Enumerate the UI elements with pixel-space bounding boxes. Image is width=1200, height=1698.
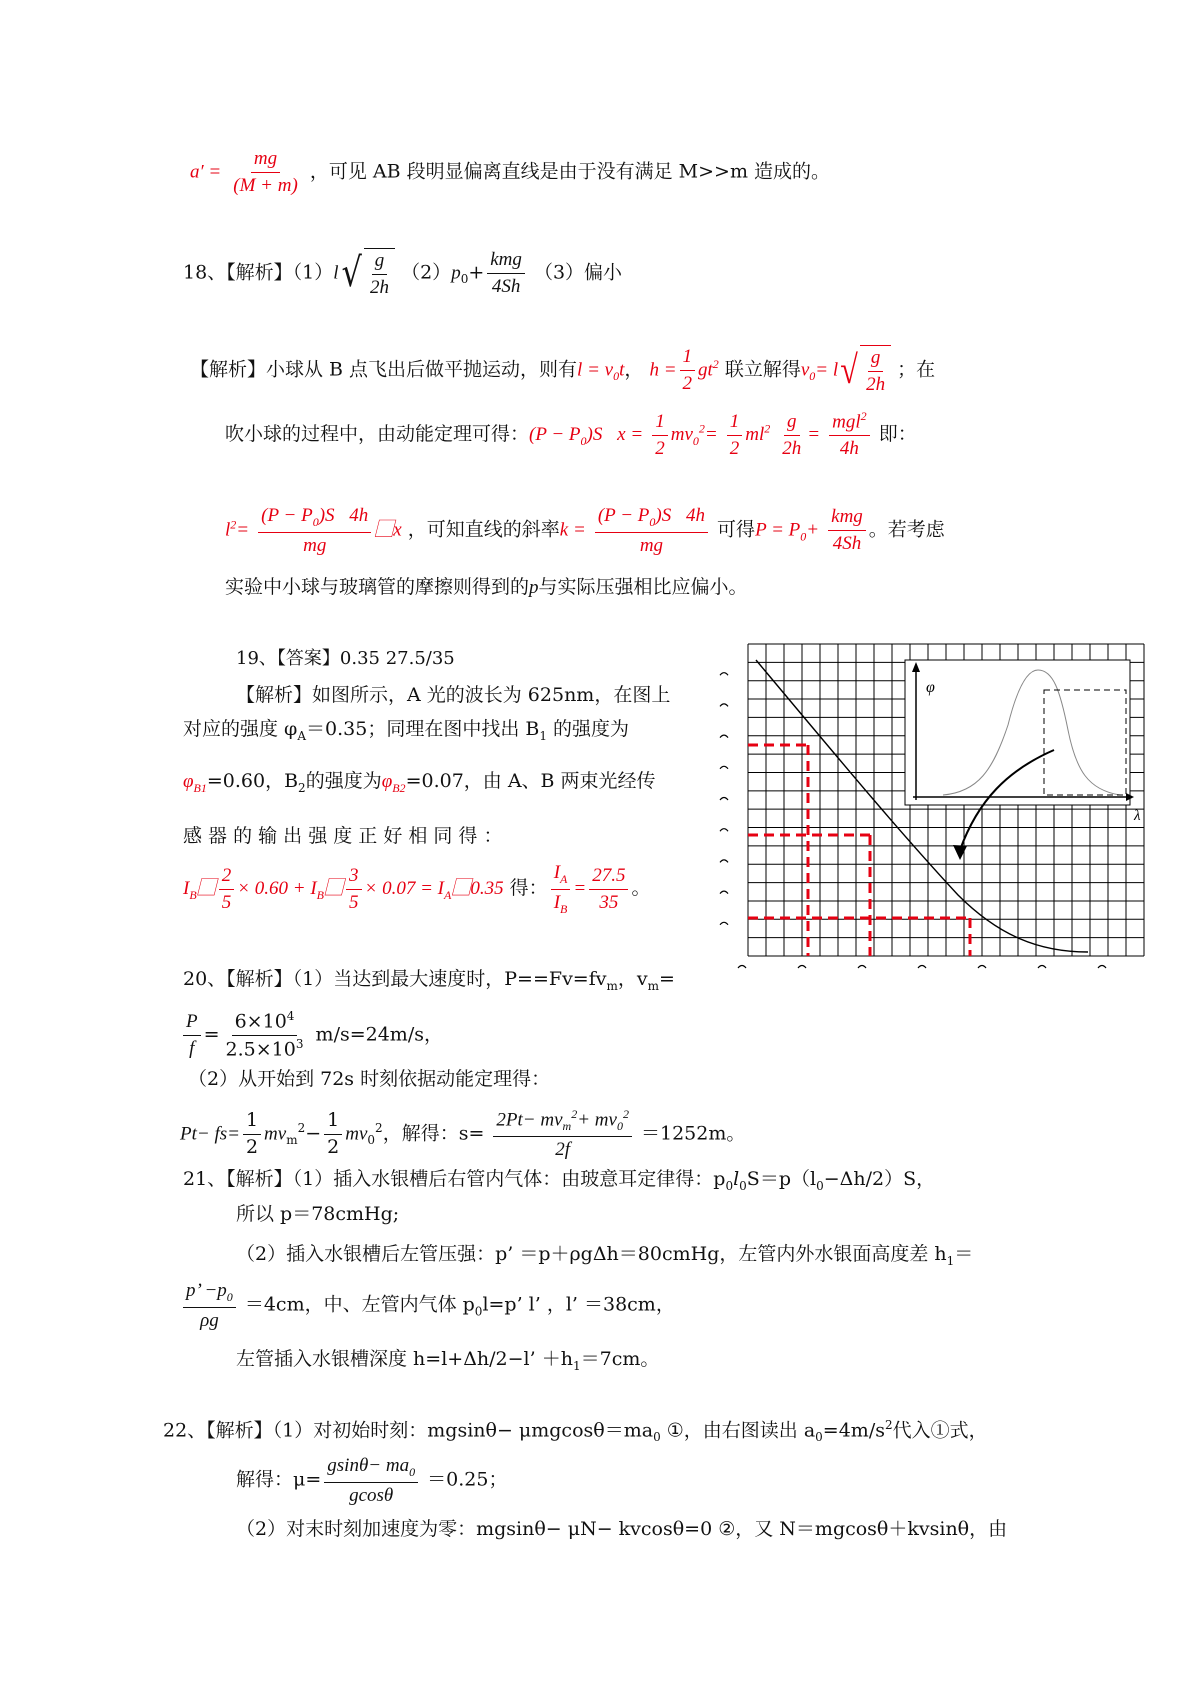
intensity-chart (708, 640, 1148, 970)
inset-plot (905, 660, 1141, 824)
fraction: $\frac{mg}{(M + m)}$ (233, 148, 298, 196)
sqrt: √ $\frac{g}{2h}$ (339, 248, 396, 299)
line1 (190, 148, 830, 197)
q19-l6: $I_B⃞$ $\frac{2}{5}$ × $0.60 + I_B⃞$ $\frac{3}{5}$ × $0.07 = I_A⃞0.35$ 得： $\frac{I_A}{I_B}$ = $\frac{27.5}{35}$ 。 (183, 862, 651, 916)
y-tick (720, 704, 728, 707)
q21-l3: （2）插入水银槽后左管压强：p’ ＝p＋ρgΔh＝80cmHg，左管内外水银面高度差 $h_1=$ (236, 1243, 974, 1268)
y-tick (720, 735, 728, 738)
line1-text: ，可见 AB 段明显偏离直线是由于没有满足 M>>m 造成的。 (309, 160, 831, 183)
formula-lhs: a′ = (190, 161, 222, 183)
q18-answer: 18、【解析】（1）l √ $\frac{g}{2h}$ $(2)p_0+$ $\frac{\text{kmg}}{4Sh}$ （3）偏小 (183, 249, 623, 298)
inset-x-label: λ (1134, 808, 1141, 824)
inset-y-label: φ (926, 679, 935, 696)
q19-l5: 感 器 的 输 出 强 度 正 好 相 同 得 ： (183, 825, 503, 847)
q20-l3: （2）从开始到 72s 时刻依据动能定理得： (188, 1068, 551, 1090)
x-tick (1038, 966, 1046, 969)
x-tick (738, 966, 746, 969)
y-tick (720, 798, 728, 801)
x-tick (858, 966, 866, 969)
q20-l2: $\frac{P}{f}$ = $\frac{6\times 10^4}{2.5\times 10^3}$ m/s=24m/s， (180, 1010, 443, 1061)
q18-p1: 【解析】小球从 B 点飞出后做平抛运动，则有$l = v_0t$， h = $\frac{1}{2}$ $gt^2$ 联立解得$v_0= l$ √ $\frac{g}{2h}$ ；在 (190, 346, 936, 395)
q19-l2: 【解析】如图所示，A 光的波长为 625nm，在图上 (236, 684, 671, 706)
y-tick (720, 922, 728, 925)
x-tick (918, 966, 926, 969)
y-tick (720, 860, 728, 863)
q19-l3: 对应的强度 $\varphi_A=0.35$；同理在图中找出 $B_1$ 的强度为 (183, 718, 630, 743)
q20-l4: Pt− fs= $\frac{1}{2}$ $mv_m^2-$ $\frac{1}{2}$ $mv_0^2$，解得：s= $\frac{2Pt- mv_m^2+ mv_0^2}{2f}$ ＝1252m。 (180, 1107, 746, 1160)
y-tick (720, 673, 728, 676)
q18-p3: $l^2=$ $\frac{(P - P_0)S⃞4h}{mg}$ ⃞x ，可知直线的斜率k = $\frac{(P - P_0)S⃞4h}{mg}$ 可得$P = P_0+$ $\frac{\text{kmg}}{4Sh}$ 。若考虑 (225, 505, 945, 556)
arrow-head (953, 845, 967, 860)
q22-l1: 22、【解析】（1）对初始时刻：$mgsin\theta- \mu mgcos\theta=ma_0$ ①，由右图读出 $a_0=4m/s^2$代入①式， (163, 1418, 988, 1445)
q21-l2: 所以 p＝78cmHg; (236, 1203, 400, 1225)
x-tick (978, 966, 986, 969)
q21-l5: 左管插入水银槽深度 h=l+Δh/2−l’ $+h_1=7cm$。 (236, 1348, 660, 1373)
y-tick (720, 829, 728, 832)
y-tick (720, 891, 728, 894)
y-tick (720, 766, 728, 769)
q18-p2: 吹小球的过程中，由动能定理可得：$(P - P_0)S⃞x$ = $\frac{1}{2}$ $mv_0^2=$ $\frac{1}{2}$ $ml^2$ $\frac{g}{2h}$ = $\frac{mgl^2}{4h}$ 即： (225, 409, 917, 460)
q19-l4: $\varphi_{B1}=0.60$，$B_2$的强度为$\varphi_{B2}=0.07$，由 A、B 两束光经传 (183, 770, 656, 795)
q22-l2: 解得：μ= $\frac{gsin\theta- ma_0}{gcos\theta}$ ＝0.25； (236, 1455, 508, 1506)
q18-p4: 实验中小球与玻璃管的摩擦则得到的p与实际压强相比应偏小。 (225, 576, 748, 598)
q21-l1: 21、【解析】（1）插入水银槽后右管内气体：由玻意耳定律得：$p_0l_0S=p(l_0-\Delta h/2)S$， (183, 1168, 936, 1193)
x-tick (1098, 966, 1106, 969)
x-tick (798, 966, 806, 969)
q19-l1: 19、【答案】0.35 27.5/35 (236, 648, 455, 669)
q22-l3: （2）对末时刻加速度为零：mgsinθ− μN− kvcosθ=0 ②，又 N＝mgcosθ＋kvsinθ，由 (236, 1518, 1008, 1540)
q21-l4: $\frac{p’ -p_0}{\rho g}$ ＝4cm，中、左管内气体 $p_0l=p$’ l’ ，l’ ＝38cm， (180, 1280, 675, 1331)
q20-l1: 20、【解析】（1）当达到最大速度时，$P==Fv=fv_m$，$v_m=$ (183, 968, 675, 993)
